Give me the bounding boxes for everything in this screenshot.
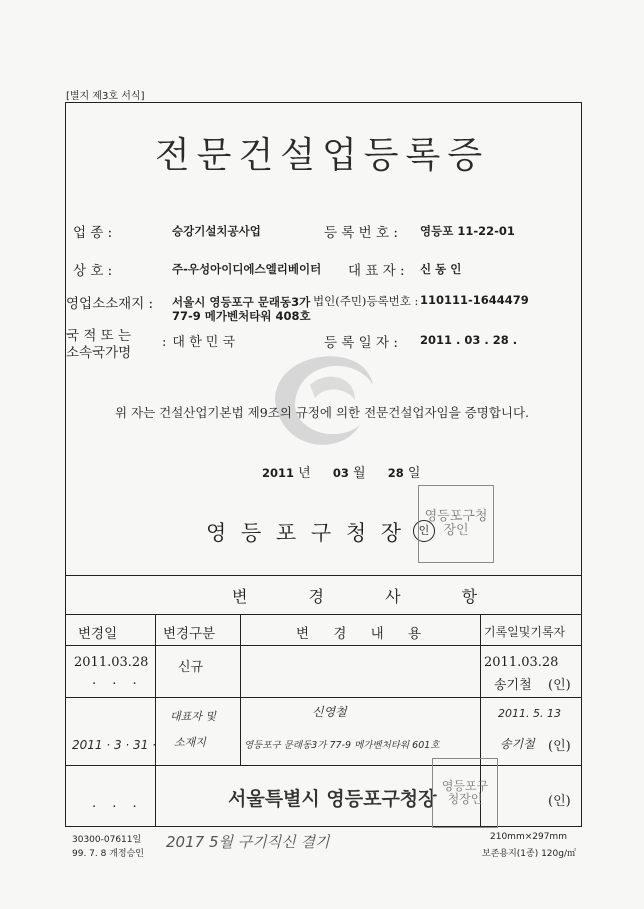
table-row-border-1 xyxy=(65,697,582,698)
changes-title: 변 경 사 항 xyxy=(232,587,506,606)
row1-dots: . . . xyxy=(92,673,143,688)
row2-content-line1: 신영철 xyxy=(312,705,347,719)
row2-date: 2011 · 3 · 31 · xyxy=(72,738,156,752)
issue-date: 2011 년 03 월 28 일 xyxy=(262,466,421,481)
nationality-value: : 대 한 민 국 xyxy=(162,335,236,350)
rep-value: 신 동 인 xyxy=(420,262,462,276)
industry-value: 승강기설치공사업 xyxy=(172,224,261,238)
address-line-1: 서울시 영등포구 문래동3가 xyxy=(172,295,311,309)
form-label: [별지 제3호 서식] xyxy=(66,91,145,102)
row2-mark: (인) xyxy=(548,739,571,754)
table-title-border xyxy=(65,614,582,615)
corp-no-label: 법인(주민)등록번호 : xyxy=(313,294,419,308)
official-seal-top: 영등포구청장인 xyxy=(418,485,494,563)
row1-recorder: 송기철 xyxy=(494,678,532,693)
address-line-2: 77-9 메가벤처타워 408호 xyxy=(172,309,311,323)
row2-type-line2: 소재지 xyxy=(174,736,206,749)
header-change-type: 변경구분 xyxy=(163,626,216,642)
header-record: 기록일및기록자 xyxy=(484,625,566,639)
table-row-border-2 xyxy=(65,765,582,766)
footer-form-no: 30300-07611일 xyxy=(72,835,142,845)
footer-handwritten-note: 2017 5월 구기직신 결기 xyxy=(166,833,330,851)
header-change-date: 변경일 xyxy=(78,626,118,642)
row2-type-line1: 대표자 및 xyxy=(170,710,217,723)
row2-record-date: 2011. 5. 13 xyxy=(498,707,561,720)
row3-issuer: 서울특별시 영등포구청장 xyxy=(228,788,437,810)
certificate-title: 전문건설업등록증 xyxy=(154,135,490,176)
footer-approval: 99. 7. 8 개정승인 xyxy=(72,849,144,859)
row2-recorder: 송기철 xyxy=(500,737,535,751)
reg-date-label: 등 록 일 자 : xyxy=(324,335,398,351)
nationality-label-1: 국 적 또 는 xyxy=(66,328,132,344)
address-label: 영업소소재지 : xyxy=(66,296,154,312)
issuer-name: 영 등 포 구 청 장 xyxy=(206,521,406,545)
footer-size: 210mm×297mm xyxy=(490,832,567,842)
nationality-label-2: 소속국가명 xyxy=(66,345,132,361)
row1-mark: (인) xyxy=(548,678,571,693)
company-label: 상 호 : xyxy=(73,263,113,279)
reg-no-label: 등 록 번 호 : xyxy=(324,225,398,241)
col-divider-1 xyxy=(155,614,156,827)
col-divider-2 xyxy=(240,614,241,765)
row1-date: 2011.03.28 xyxy=(74,655,149,670)
row1-type: 신규 xyxy=(178,660,204,675)
reg-date-value: 2011 . 03 . 28 . xyxy=(420,333,518,347)
issuer-seal-mark: 인 xyxy=(413,520,435,542)
company-value: 주-우성아이디에스엘리베이터 xyxy=(172,262,322,276)
reg-no-value: 영등포 11-22-01 xyxy=(420,224,515,238)
rep-label: 대 표 자 : xyxy=(348,263,405,279)
footer-paper: 보존용지(1종) 120g/㎡ xyxy=(482,849,577,859)
industry-label: 업 종 : xyxy=(73,225,113,241)
row1-record-date: 2011.03.28 xyxy=(484,655,559,670)
row3-dots: . . . xyxy=(92,796,143,811)
official-seal-bottom: 영등포구청장인 xyxy=(432,758,498,828)
certification-text: 위 자는 건설산업기본법 제9조의 규정에 의한 전문건설업자임을 증명합니다. xyxy=(114,405,530,420)
table-top-border xyxy=(65,575,582,576)
corp-no-value: 110111-1644479 xyxy=(420,293,529,307)
row2-content-line2: 영등포구 문래동3가 77-9 메가벤처타워 601호 xyxy=(244,740,440,751)
header-change-content: 변 경 내 용 xyxy=(296,626,432,642)
table-header-border xyxy=(65,645,582,646)
row3-mark: (인) xyxy=(548,794,571,809)
